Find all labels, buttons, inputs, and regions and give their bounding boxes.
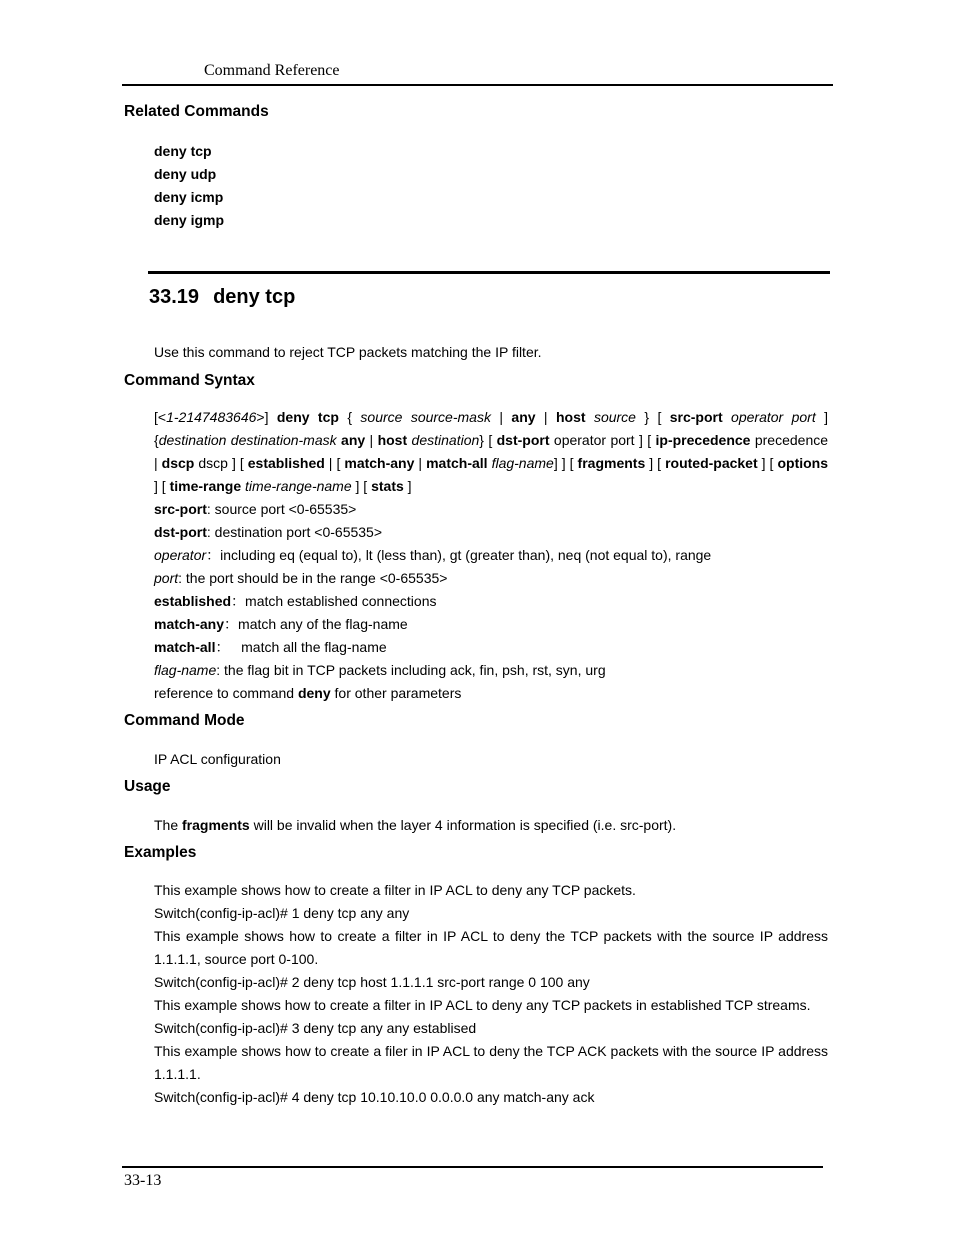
param-desc: : the flag bit in TCP packets including ack, fin, psh, rst, syn, urg [216,662,606,678]
syntax-keyword: any [341,432,366,448]
section-intro: Use this command to reject TCP packets matching the IP filter. [154,344,542,360]
syntax-keyword: time-range [169,478,242,494]
related-command-item: deny icmp [154,189,224,205]
related-commands-heading: Related Commands [124,103,269,120]
syntax-keyword: stats [371,478,404,494]
example-command: Switch(config-ip-acl)# 2 deny tcp host 1.1.1.1 src-port range 0 100 any [154,974,590,990]
related-command-item: deny tcp [154,143,212,159]
syntax-arg: source [593,409,636,425]
syntax-keyword: dscp [161,455,195,471]
section-title: deny tcp [213,286,296,308]
command-syntax-block [154,406,828,498]
syntax-keyword: options [777,455,829,471]
syntax-arg: time-range-name [245,478,352,494]
syntax-keyword: deny tcp [276,409,339,425]
param-desc: ：including eq (equal to), lt (less than), gt (greater than), neq (not equal to), range [206,547,712,563]
page-number: 33-13 [124,1172,162,1189]
syntax-text: ] [ [351,478,372,494]
example-description: This example shows how to create a filer in IP ACL to deny the TCP ACK packets with the source IP address 1.1.1.1. [154,1043,828,1082]
syntax-text: | [414,455,427,471]
syntax-text: } [ [635,409,670,425]
syntax-keyword: any [511,409,536,425]
param-term: operator [154,547,207,563]
param-term: match-all [154,639,216,655]
syntax-keyword: established [247,455,325,471]
examples-block [154,879,828,1109]
examples-heading: Examples [124,844,197,861]
syntax-keyword: ip-precedence [655,432,751,448]
related-command-item: deny igmp [154,212,225,228]
param-line [154,613,828,636]
param-line [154,544,828,567]
related-command-item: deny udp [154,166,217,182]
command-mode-heading: Command Mode [124,712,245,729]
example-description: This example shows how to create a filter in IP ACL to deny the TCP packets with the source IP address 1.1.1.1, source port 0-100. [154,928,828,967]
syntax-text: ] [ [645,455,666,471]
syntax-arg: 1-2147483646 [166,409,257,425]
example-command: Switch(config-ip-acl)# 1 deny tcp any any [154,905,410,921]
syntax-keyword: host [555,409,586,425]
param-term: match-any [154,616,225,632]
param-line [154,498,828,521]
param-desc: : source port <0-65535> [206,501,357,517]
param-term: flag-name [154,662,217,678]
reference-text: for other parameters [330,685,462,701]
syntax-arg: destination [411,432,480,448]
syntax-text: ] [403,478,412,494]
usage-text-part: The [154,817,183,833]
syntax-text: | [490,409,512,425]
param-line [154,521,828,544]
syntax-text: } [ [479,432,497,448]
syntax-text: dscp ] [ [194,455,248,471]
usage-term: fragments [182,817,250,833]
syntax-text: ] ] [ [553,455,578,471]
syntax-keyword: host [377,432,408,448]
param-reference-line [154,682,828,705]
example-command: Switch(config-ip-acl)# 4 deny tcp 10.10.10.0 0.0.0.0 any match-any ack [154,1089,595,1105]
syntax-arg: source source-mask [360,409,491,425]
param-desc: ： match all the flag-name [215,639,387,655]
command-mode-text: IP ACL configuration [154,751,281,767]
reference-text: reference to command [154,685,298,701]
syntax-keyword: match-any [344,455,415,471]
example-command: Switch(config-ip-acl)# 3 deny tcp any any establised [154,1020,477,1036]
page-header-title: Command Reference [204,62,340,79]
param-term: established [154,593,232,609]
example-description: This example shows how to create a filter in IP ACL to deny any TCP packets in established TCP streams. [154,997,811,1013]
syntax-text: | [365,432,378,448]
syntax-keyword: routed-packet [665,455,758,471]
param-desc: : the port should be in the range <0-65535> [178,570,448,586]
syntax-parameters [154,498,828,705]
syntax-keyword: dst-port [496,432,550,448]
section-heading [149,286,295,309]
syntax-text [723,409,731,425]
usage-text-part: will be invalid when the layer 4 information is specified (i.e. src-port). [249,817,677,833]
param-line [154,636,828,659]
param-line [154,567,828,590]
section-rule [148,271,830,274]
syntax-text: >] [256,409,277,425]
syntax-arg: flag-name [491,455,554,471]
syntax-text: ]{ [154,409,829,448]
param-desc: ：match any of the flag-name [224,616,408,632]
syntax-text: ] [ [757,455,778,471]
section-number: 33.19 [149,286,200,308]
usage-heading: Usage [124,778,171,795]
syntax-text: | [ [324,455,345,471]
related-commands-list [154,140,224,232]
syntax-text: precedence | [154,432,829,471]
param-term: src-port [154,501,207,517]
example-description: This example shows how to create a filter in IP ACL to deny any TCP packets. [154,882,636,898]
footer-rule [122,1166,823,1168]
syntax-text [586,409,594,425]
syntax-arg: operator port [731,409,816,425]
syntax-text: | [535,409,556,425]
command-syntax-heading: Command Syntax [124,372,255,389]
param-line [154,590,828,613]
header-rule [122,84,833,86]
syntax-keyword: fragments [577,455,646,471]
syntax-text: ] [ [154,478,170,494]
syntax-arg: destination destination-mask [158,432,337,448]
param-term: dst-port [154,524,207,540]
param-term: port [154,570,179,586]
param-line [154,659,828,682]
syntax-keyword: src-port [669,409,723,425]
param-desc: ：match established connections [231,593,437,609]
syntax-text: [< [154,409,167,425]
syntax-keyword: match-all [426,455,488,471]
syntax-text: operator port ] [ [549,432,656,448]
syntax-text: { [338,409,361,425]
usage-text [154,814,676,837]
param-desc: : destination port <0-65535> [206,524,383,540]
reference-term: deny [297,685,331,701]
